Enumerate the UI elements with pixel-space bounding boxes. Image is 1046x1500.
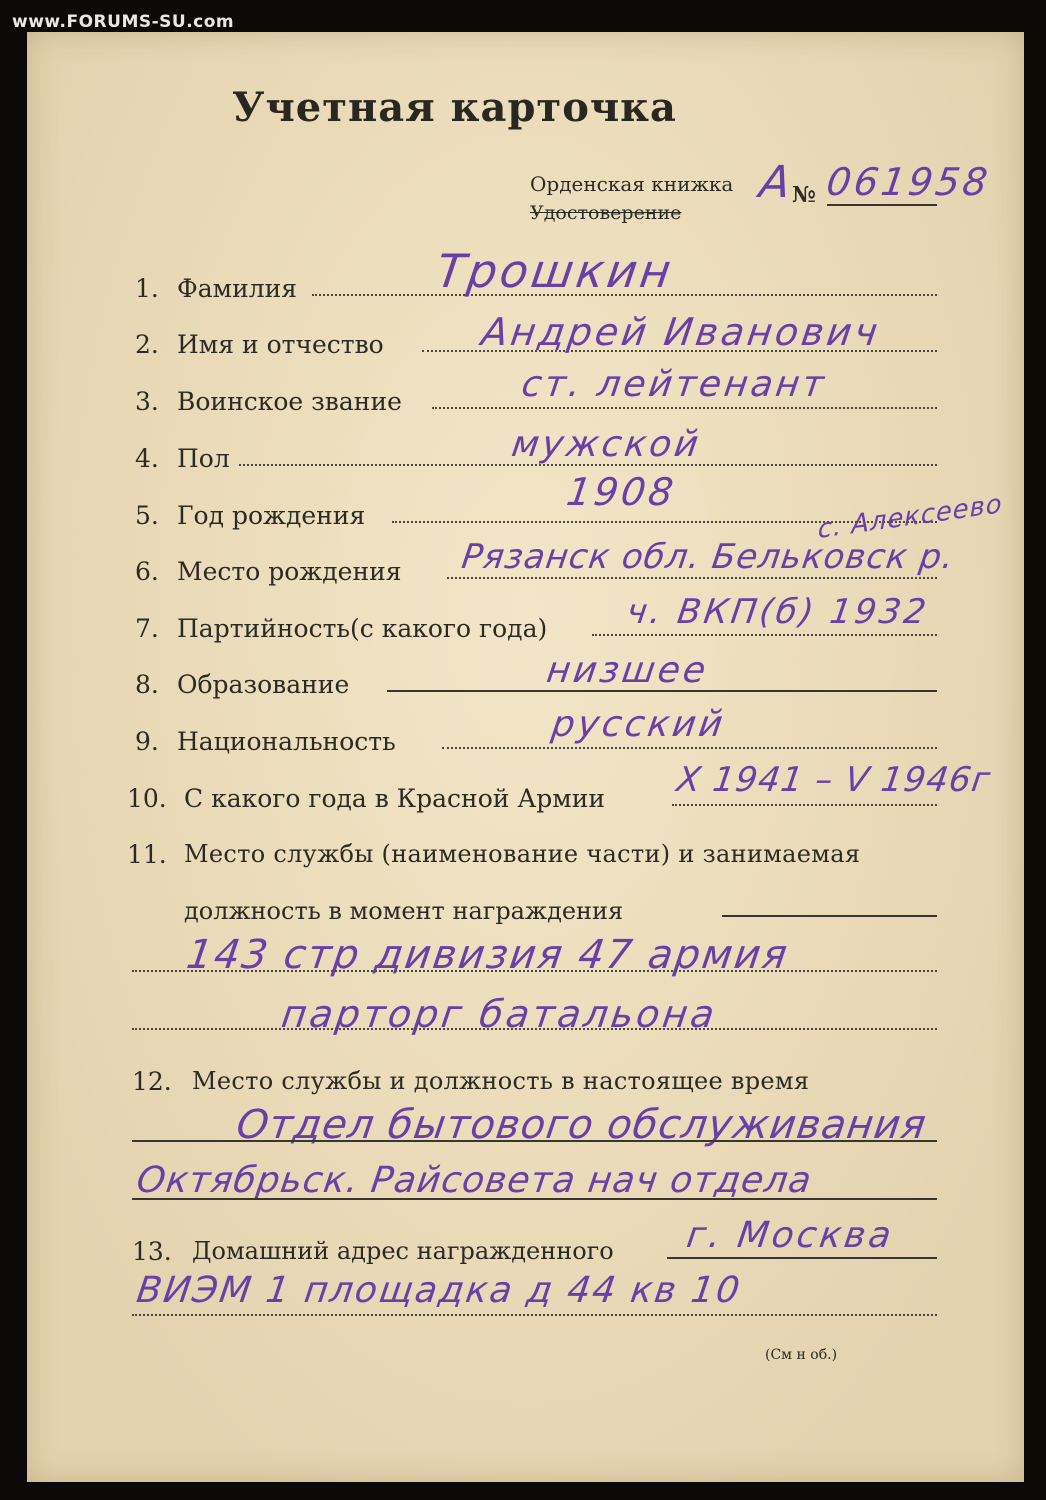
field-label-nationality: Национальность — [177, 727, 396, 756]
field-line — [132, 1028, 937, 1030]
field-label-education: Образование — [177, 670, 350, 699]
value-birth-year: 1908 — [563, 470, 679, 514]
field-label-name: Имя и отчество — [177, 330, 384, 359]
field-num: 8. — [135, 670, 159, 699]
field-num: 3. — [135, 387, 159, 416]
watermark: www.FORUMS-SU.com — [12, 12, 235, 32]
field-label-army-since: С какого года в Красной Армии — [184, 784, 606, 813]
field-line — [592, 634, 937, 636]
field-line — [132, 970, 937, 972]
value-current-position: Октябрьск. Райсовета нач отдела — [134, 1160, 815, 1201]
value-service-position: парторг батальона — [278, 992, 721, 1036]
value-birth-village: с. Алексеево — [817, 488, 1003, 546]
field-num: 13. — [132, 1237, 172, 1266]
field-line — [132, 1198, 937, 1200]
value-surname: Трошкин — [433, 244, 678, 298]
order-series: А — [756, 157, 797, 208]
field-line — [672, 804, 937, 806]
record-card — [27, 32, 1024, 1482]
field-label-service-position: должность в момент награждения — [184, 897, 624, 925]
field-line — [667, 1257, 937, 1259]
value-home-city: г. Москва — [684, 1215, 897, 1256]
value-army-since: X 1941 – V 1946г — [674, 760, 994, 800]
field-num: 9. — [135, 727, 159, 756]
field-line — [442, 747, 937, 749]
field-label-service-place: Место службы (наименование части) и занимаемая — [184, 840, 861, 868]
value-party: ч. ВКП(б) 1932 — [624, 592, 932, 632]
card-title: Учетная карточка — [232, 84, 677, 131]
number-sign: № — [792, 182, 816, 208]
crossed-certificate-label: Удостоверение — [530, 202, 682, 224]
field-num: 10. — [127, 784, 167, 813]
field-num: 1. — [135, 274, 159, 303]
field-label-current-service: Место службы и должность в настоящее время — [192, 1067, 810, 1095]
field-num: 11. — [127, 840, 167, 869]
field-label-party: Партийность(с какого года) — [177, 614, 548, 643]
field-num: 7. — [135, 614, 159, 643]
value-home-address: ВИЭМ 1 площадка д 44 кв 10 — [134, 1270, 744, 1311]
field-num: 5. — [135, 501, 159, 530]
field-num: 12. — [132, 1067, 172, 1096]
field-num: 6. — [135, 557, 159, 586]
value-current-service: Отдел бытового обслуживания — [233, 1102, 930, 1148]
value-sex: мужской — [509, 424, 704, 465]
field-line — [132, 1314, 937, 1316]
value-nationality: русский — [549, 704, 729, 745]
field-label-home-address: Домашний адрес награжденного — [192, 1237, 614, 1265]
order-number: 061958 — [823, 160, 994, 204]
field-num: 4. — [135, 444, 159, 473]
value-name: Андрей Иванович — [478, 310, 884, 354]
field-label-rank: Воинское звание — [177, 387, 402, 416]
field-label-sex: Пол — [177, 444, 230, 473]
order-book-label: Орденская книжка — [530, 172, 734, 196]
value-education: низшее — [544, 650, 712, 691]
field-line — [432, 407, 937, 409]
field-line — [132, 1140, 937, 1142]
field-label-birth-year: Год рождения — [177, 501, 366, 530]
order-number-line — [827, 204, 937, 206]
field-line — [447, 577, 937, 579]
field-num: 2. — [135, 330, 159, 359]
value-rank: ст. лейтенант — [519, 364, 830, 405]
field-label-birthplace: Место рождения — [177, 557, 402, 586]
value-service-unit: 143 стр дивизия 47 армия — [183, 932, 792, 978]
footnote: (См н об.) — [765, 1347, 838, 1363]
field-label-surname: Фамилия — [177, 274, 298, 303]
field-line — [722, 915, 937, 917]
value-birthplace: Рязанск обл. Бельковск р. — [459, 537, 957, 577]
